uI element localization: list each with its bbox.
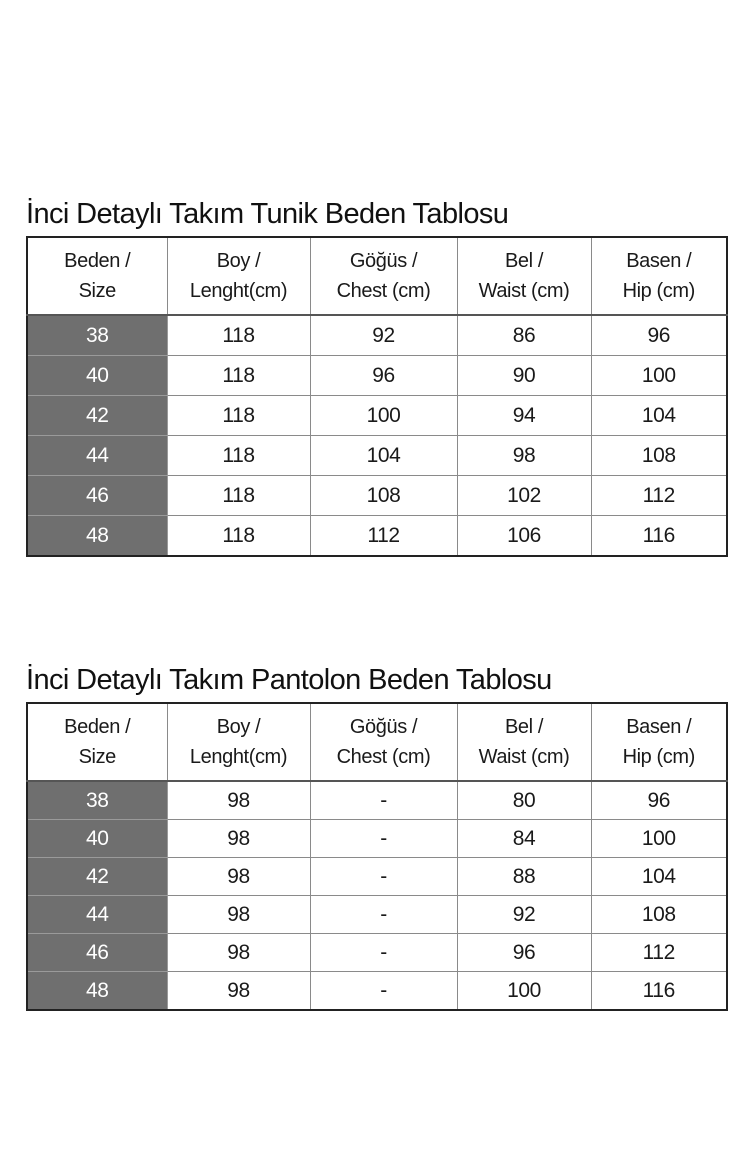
waist-cell: 86 [457,315,591,356]
waist-cell: 84 [457,820,591,858]
chest-cell: 96 [310,356,457,396]
waist-cell: 106 [457,516,591,557]
tunik-size-section [26,196,726,557]
length-cell: 118 [167,436,310,476]
table-row [27,858,727,896]
table-row [27,396,727,436]
header-cell-waist: Bel / Waist (cm) [457,237,591,315]
length-cell: 118 [167,396,310,436]
header-cell-hip: Basen / Hip (cm) [591,703,727,781]
hip-cell: 116 [591,972,727,1011]
size-cell: 42 [27,858,167,896]
table-row [27,896,727,934]
size-cell: 46 [27,934,167,972]
length-cell: 98 [167,972,310,1011]
waist-cell: 94 [457,396,591,436]
table-row [27,820,727,858]
table-header-row [27,237,727,315]
table-row [27,476,727,516]
length-cell: 98 [167,820,310,858]
table-row [27,516,727,557]
header-cell-hip: Basen / Hip (cm) [591,237,727,315]
chest-cell: 104 [310,436,457,476]
chest-cell: - [310,972,457,1011]
tunik-size-table [26,236,728,557]
hip-cell: 108 [591,436,727,476]
header-cell-length: Boy / Lenght(cm) [167,237,310,315]
chest-cell: - [310,820,457,858]
waist-cell: 88 [457,858,591,896]
chest-cell: 112 [310,516,457,557]
header-cell-waist: Bel / Waist (cm) [457,703,591,781]
waist-cell: 90 [457,356,591,396]
length-cell: 118 [167,315,310,356]
table-row [27,315,727,356]
size-cell: 40 [27,356,167,396]
chest-cell: 108 [310,476,457,516]
hip-cell: 104 [591,858,727,896]
size-cell: 40 [27,820,167,858]
size-cell: 38 [27,781,167,820]
chest-cell: - [310,934,457,972]
chest-cell: 100 [310,396,457,436]
pantolon-size-table [26,702,728,1011]
table-row [27,781,727,820]
pantolon-size-section [26,662,726,1011]
waist-cell: 80 [457,781,591,820]
hip-cell: 112 [591,934,727,972]
length-cell: 118 [167,516,310,557]
tunik-size-title: İnci Detaylı Takım Tunik Beden Tablosu [26,198,509,230]
header-cell-size: Beden / Size [27,703,167,781]
size-cell: 38 [27,315,167,356]
chest-cell: 92 [310,315,457,356]
header-cell-chest: Göğüs / Chest (cm) [310,703,457,781]
waist-cell: 102 [457,476,591,516]
hip-cell: 112 [591,476,727,516]
size-cell: 48 [27,972,167,1011]
length-cell: 118 [167,476,310,516]
size-cell: 46 [27,476,167,516]
waist-cell: 96 [457,934,591,972]
length-cell: 98 [167,934,310,972]
table-row [27,436,727,476]
length-cell: 98 [167,858,310,896]
hip-cell: 104 [591,396,727,436]
size-cell: 42 [27,396,167,436]
table-row [27,934,727,972]
hip-cell: 100 [591,820,727,858]
chest-cell: - [310,781,457,820]
pantolon-size-title: İnci Detaylı Takım Pantolon Beden Tablosu [26,664,552,696]
waist-cell: 98 [457,436,591,476]
header-cell-length: Boy / Lenght(cm) [167,703,310,781]
size-cell: 44 [27,896,167,934]
chest-cell: - [310,896,457,934]
hip-cell: 96 [591,315,727,356]
header-cell-size: Beden / Size [27,237,167,315]
waist-cell: 92 [457,896,591,934]
hip-cell: 100 [591,356,727,396]
waist-cell: 100 [457,972,591,1011]
length-cell: 98 [167,896,310,934]
length-cell: 118 [167,356,310,396]
hip-cell: 96 [591,781,727,820]
size-cell: 44 [27,436,167,476]
hip-cell: 116 [591,516,727,557]
header-cell-chest: Göğüs / Chest (cm) [310,237,457,315]
table-header-row [27,703,727,781]
hip-cell: 108 [591,896,727,934]
table-row [27,972,727,1011]
chest-cell: - [310,858,457,896]
size-cell: 48 [27,516,167,557]
length-cell: 98 [167,781,310,820]
table-row [27,356,727,396]
